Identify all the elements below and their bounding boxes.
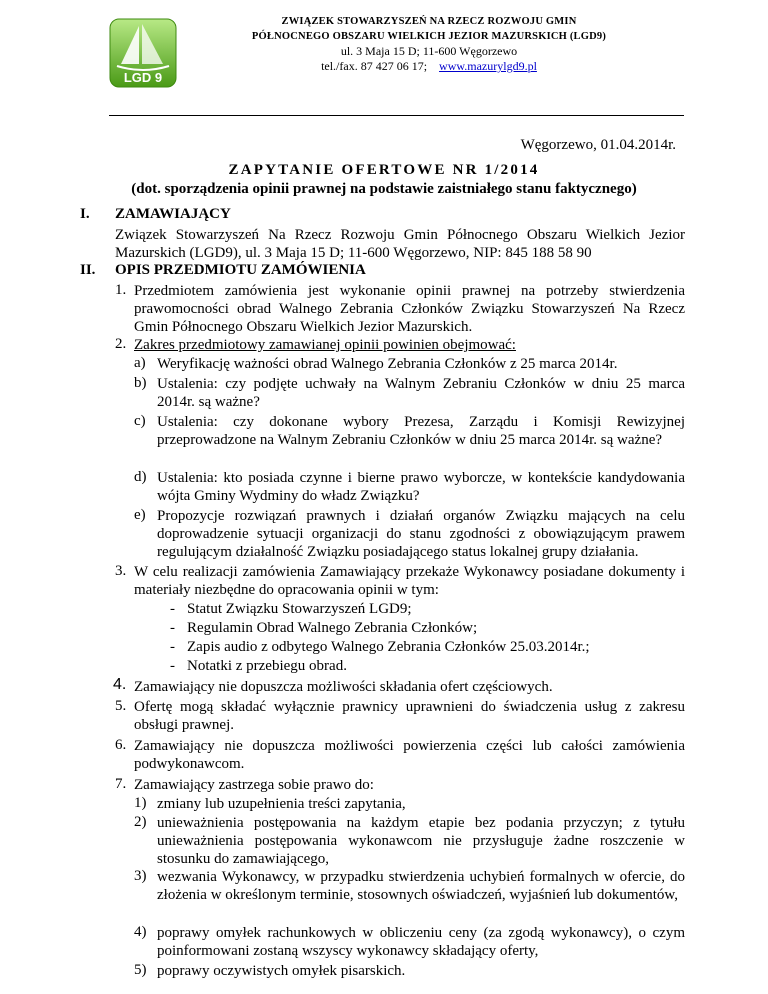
lgd9-logo <box>109 18 177 88</box>
section-2-number: II. <box>80 262 96 278</box>
item-7-text: Zamawiający zastrzega sobie prawo do: <box>134 777 374 793</box>
right-5-number: 5) <box>134 962 147 978</box>
section-2-heading <box>80 262 366 279</box>
document-subtitle: (dot. sporządzenia opinii prawnej na podstawie zaistniałego stanu faktycznego) <box>131 181 637 197</box>
right-4-number: 4) <box>134 924 147 940</box>
item-3-text: W celu realizacji zamówienia Zamawiający przekaże Wykonawcy posiadane dokumenty i materiały niezbędne do opracowania opinii w tym: <box>134 564 685 598</box>
right-2-text: unieważnienia postępowania na każdym etapie bez podania przyczyn; z tytułu unieważnienia postępowania wykonawcom nie przysługuje żadne roszczenie w stosunku do zamawiającego, <box>157 815 685 867</box>
item-2b-text: Ustalenia: czy podjęte uchwały na Walnym Zebraniu Członków w dniu 25 marca 2014r. są ważne? <box>157 376 685 410</box>
item-4-number: 4. <box>113 676 127 693</box>
right-1-number: 1) <box>134 795 147 811</box>
item-2a-text: Weryfikację ważności obrad Walnego Zebrania Członków z 25 marca 2014r. <box>157 356 618 372</box>
right-5-text: poprawy oczywistych omyłek pisarskich. <box>157 963 406 979</box>
item-2a-letter: a) <box>134 355 146 371</box>
org-contact <box>200 59 658 74</box>
right-1-text: zmiany lub uzupełnienia treści zapytania, <box>157 796 406 812</box>
item-6-text: Zamawiający nie dopuszcza możliwości powierzenia części lub całości zamówienia podwykonawcom. <box>134 738 685 772</box>
item-2c-text: Ustalenia: czy dokonane wybory Prezesa, Zarządu i Komisji Rewizyjnej przeprowadzone na Walnym Zebraniu Członków w dniu 25 marca 2014r. są ważne? <box>157 414 685 448</box>
document-title: ZAPYTANIE OFERTOWE NR 1/2014 <box>228 162 540 178</box>
document-list-item-2: Regulamin Obrad Walnego Zebrania Członków; <box>187 620 478 636</box>
document-list-item-4: Notatki z przebiegu obrad. <box>187 658 347 674</box>
document-list-item-3: Zapis audio z odbytego Walnego Zebrania Członków 25.03.2014r.; <box>187 639 590 655</box>
section-2-title: OPIS PRZEDMIOTU ZAMÓWIENIA <box>115 262 366 278</box>
item-2-text: Zakres przedmiotowy zamawianej opinii powinien obejmować: <box>134 337 516 353</box>
org-name-line2: PÓŁNOCNEGO OBSZARU WIELKICH JEZIOR MAZURSKICH (LGD9) <box>251 31 607 42</box>
logo-text: LGD 9 <box>123 70 163 85</box>
item-1-text: Przedmiotem zamówienia jest wykonanie opinii prawnej na potrzeby stwierdzenia prawomocności obrad Walnego Zebrania Członków Związku Stowarzyszeń Na Rzecz Gmin Północnego Obszaru Wielkich Jezior Mazurskich. <box>134 283 685 335</box>
item-1-number: 1. <box>115 282 127 298</box>
item-5-text: Ofertę mogą składać wyłącznie prawnicy uprawnieni do świadczenia usług z zakresu obsługi prawnej. <box>134 699 685 733</box>
section-1-text: Związek Stowarzyszeń Na Rzecz Rozwoju Gmin Północnego Obszaru Wielkich Jezior Mazurskich (LGD9), ul. 3 Maja 15 D; 11-600 Węgorzewo, NIP: 845 188 58 90 <box>115 227 685 261</box>
dash-2: - <box>170 620 175 636</box>
dash-1: - <box>170 601 175 617</box>
document-list-item-1: Statut Związku Stowarzyszeń LGD9; <box>187 601 412 617</box>
item-2d-text: Ustalenia: kto posiada czynne i bierne prawo wyborcze, w kontekście kandydowania wójta Gminy Wydminy do władz Związku? <box>157 470 685 504</box>
right-4-text: poprawy omyłek rachunkowych w obliczeniu ceny (za zgodą wykonawcy), o czym poinformowani zostaną wszyscy wykonawcy składający oferty, <box>157 925 685 959</box>
letterhead <box>200 14 658 74</box>
item-2c-letter: c) <box>134 413 146 429</box>
item-2e-text: Propozycje rozwiązań prawnych i działań organów Związku mających na celu doprowadzenie sytuacji organizacji do stanu zgodności z obowiązującym prawem regulującym działalność Związku posiadającego status lokalnej grupy działania. <box>157 508 685 560</box>
item-6-number: 6. <box>115 737 127 753</box>
org-name-line1: ZWIĄZEK STOWARZYSZEŃ NA RZECZ ROZWOJU GMIN <box>281 16 577 27</box>
item-5-number: 5. <box>115 698 127 714</box>
item-2e-letter: e) <box>134 507 146 523</box>
item-2-number: 2. <box>115 336 127 352</box>
item-2b-letter: b) <box>134 375 147 391</box>
document-date: Węgorzewo, 01.04.2014r. <box>520 137 676 153</box>
item-3-number: 3. <box>115 563 127 579</box>
section-1-number: I. <box>80 206 90 222</box>
dash-3: - <box>170 639 175 655</box>
org-phone: tel./fax. 87 427 06 17; <box>321 59 428 73</box>
section-1-heading <box>80 206 231 223</box>
item-4-text: Zamawiający nie dopuszcza możliwości składania ofert częściowych. <box>134 679 553 695</box>
item-7-number: 7. <box>115 776 127 792</box>
right-3-text: wezwania Wykonawcy, w przypadku stwierdzenia uchybień formalnych w ofercie, do złożenia w określonym terminie, stosownych oświadczeń, wyjaśnień lub dokumentów, <box>157 869 685 903</box>
dash-4: - <box>170 658 175 674</box>
right-3-number: 3) <box>134 868 147 884</box>
website-link[interactable]: www.mazurylgd9.pl <box>439 59 537 73</box>
header-divider <box>109 115 684 116</box>
section-1-title: ZAMAWIAJĄCY <box>115 206 231 222</box>
org-address: ul. 3 Maja 15 D; 11-600 Węgorzewo <box>340 44 518 58</box>
item-2d-letter: d) <box>134 469 147 485</box>
right-2-number: 2) <box>134 814 147 830</box>
